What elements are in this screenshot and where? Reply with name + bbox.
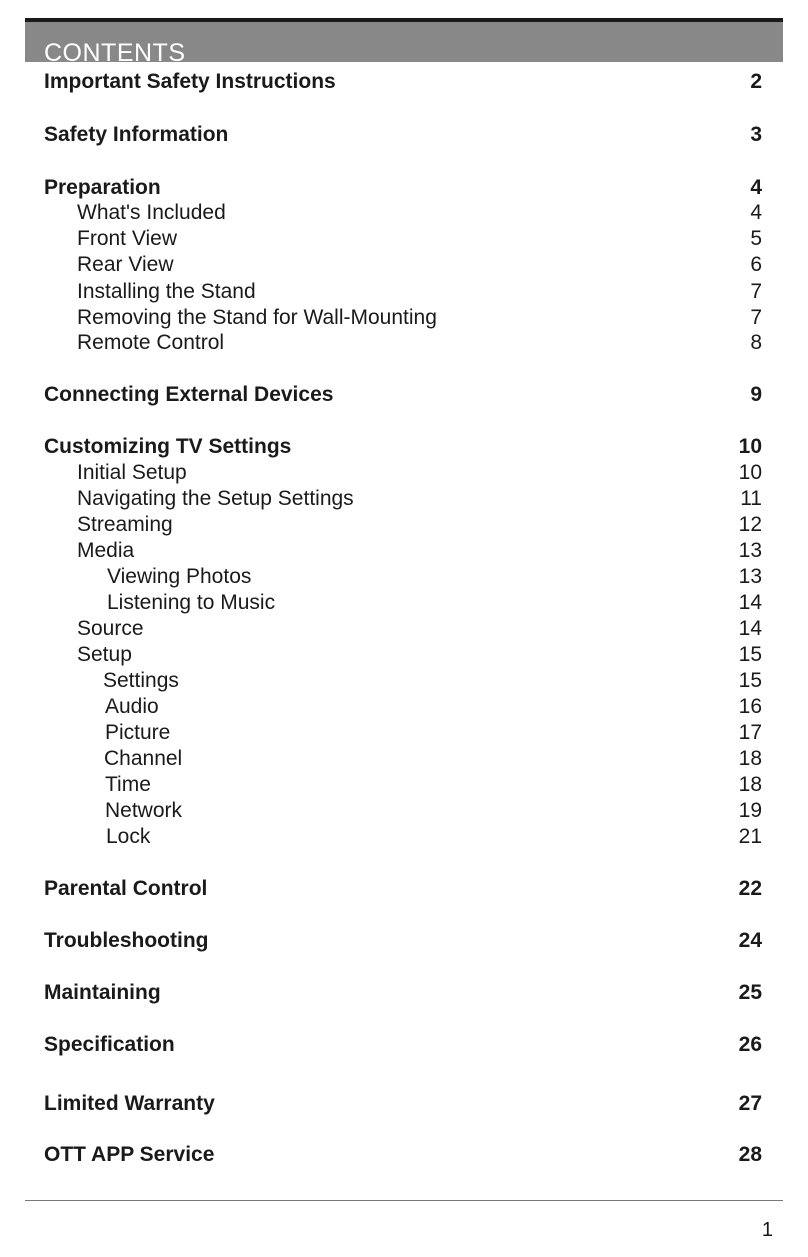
toc-entry[interactable] — [44, 798, 762, 824]
toc-entry[interactable] — [44, 1142, 762, 1168]
toc-entry-label: Viewing Photos — [107, 565, 252, 588]
toc-entry-label: Audio — [105, 695, 159, 718]
toc-entry-page: 4 — [750, 201, 762, 224]
toc-entry[interactable] — [44, 382, 762, 408]
toc-entry-label: Source — [77, 617, 144, 640]
toc-entry-label: Rear View — [77, 253, 174, 276]
toc-entry-label: What's Included — [77, 201, 226, 224]
toc-entry-label: Troubleshooting — [44, 929, 209, 952]
toc-entry[interactable] — [44, 69, 762, 95]
toc-entry-page: 7 — [750, 280, 762, 303]
toc-entry[interactable] — [44, 305, 762, 331]
toc-entry-page: 7 — [750, 306, 762, 329]
toc-entry-page: 9 — [750, 383, 762, 406]
toc-entry[interactable] — [44, 226, 762, 252]
toc-entry[interactable] — [44, 512, 762, 538]
toc-entry-label: Remote Control — [77, 331, 225, 354]
toc-entry-page: 15 — [738, 669, 762, 692]
toc-entry-page: 18 — [738, 747, 762, 770]
toc-entry-label: Customizing TV Settings — [44, 435, 292, 458]
toc-entry-label: Preparation — [44, 176, 161, 199]
toc-entry[interactable] — [44, 175, 762, 201]
toc-entry-page: 13 — [738, 565, 762, 588]
toc-entry-label: Navigating the Setup Settings — [77, 487, 354, 510]
toc-entry-page: 14 — [738, 617, 762, 640]
toc-entry[interactable] — [44, 668, 762, 694]
toc-entry-page: 4 — [750, 176, 762, 199]
toc-entry-label: Connecting External Devices — [44, 383, 334, 406]
toc-entry-page: 3 — [750, 123, 762, 146]
toc-entry[interactable] — [44, 746, 762, 772]
toc-entry-label: Specification — [44, 1033, 175, 1056]
toc-entry[interactable] — [44, 590, 762, 616]
toc-entry-label: Streaming — [77, 513, 173, 536]
toc-entry-page: 5 — [750, 227, 762, 250]
page-number: 1 — [761, 1219, 773, 1241]
toc-entry-page: 24 — [738, 929, 762, 952]
toc-entry-label: Important Safety Instructions — [44, 70, 336, 93]
toc-entry[interactable] — [44, 1091, 762, 1117]
toc-entry[interactable] — [44, 1032, 762, 1058]
toc-entry[interactable] — [44, 772, 762, 798]
toc-entry-page: 13 — [738, 539, 762, 562]
toc-entry[interactable] — [44, 122, 762, 148]
toc-entry-page: 19 — [738, 799, 762, 822]
toc-entry-page: 16 — [738, 695, 762, 718]
toc-entry-page: 6 — [750, 253, 762, 276]
toc-entry-label: Front View — [77, 227, 177, 250]
toc-entry-page: 18 — [738, 773, 762, 796]
toc-entry-page: 27 — [738, 1092, 762, 1115]
toc-entry[interactable] — [44, 200, 762, 226]
toc-entry-label: Parental Control — [44, 877, 208, 900]
toc-entry-label: Media — [77, 539, 135, 562]
page-title: CONTENTS — [44, 39, 186, 67]
toc-entry[interactable] — [44, 616, 762, 642]
toc-entry-page: 17 — [738, 721, 762, 744]
toc-entry-label: Initial Setup — [77, 461, 187, 484]
toc-entry-label: Setup — [77, 643, 132, 666]
toc-entry-label: OTT APP Service — [44, 1143, 215, 1166]
toc-entry-label: Lock — [106, 825, 151, 848]
toc-entry-label: Time — [105, 773, 151, 796]
toc-entry[interactable] — [44, 330, 762, 356]
toc-entry[interactable] — [44, 720, 762, 746]
toc-entry-label: Safety Information — [44, 123, 229, 146]
toc-entry[interactable] — [44, 434, 762, 460]
toc-entry-page: 10 — [738, 435, 762, 458]
toc-entry[interactable] — [44, 694, 762, 720]
toc-entry-label: Removing the Stand for Wall-Mounting — [77, 306, 437, 329]
toc-entry-page: 28 — [738, 1143, 762, 1166]
toc-entry[interactable] — [44, 538, 762, 564]
toc-entry-page: 2 — [750, 70, 762, 93]
toc-entry[interactable] — [44, 824, 762, 850]
footer-divider — [25, 1200, 783, 1201]
toc-entry-page: 14 — [738, 591, 762, 614]
toc-entry[interactable] — [44, 642, 762, 668]
toc-entry-page: 25 — [738, 981, 762, 1004]
toc-entry[interactable] — [44, 980, 762, 1006]
toc-entry-label: Settings — [103, 669, 179, 692]
toc-entry-label: Picture — [105, 721, 171, 744]
toc-entry-label: Installing the Stand — [77, 280, 256, 303]
toc-entry[interactable] — [44, 252, 762, 278]
toc-entry[interactable] — [44, 564, 762, 590]
toc-entry[interactable] — [44, 279, 762, 305]
toc-entry-page: 12 — [738, 513, 762, 536]
toc-entry[interactable] — [44, 460, 762, 486]
toc-entry-page: 21 — [738, 825, 762, 848]
toc-entry-page: 10 — [738, 461, 762, 484]
toc-entry-page: 15 — [738, 643, 762, 666]
toc-entry[interactable] — [44, 876, 762, 902]
toc-entry-page: 11 — [740, 487, 762, 510]
toc-entry[interactable] — [44, 928, 762, 954]
toc-entry-label: Network — [105, 799, 183, 822]
toc-entry[interactable] — [44, 486, 762, 512]
toc-entry-label: Maintaining — [44, 981, 161, 1004]
toc-entry-label: Listening to Music — [107, 591, 276, 614]
toc-entry-page: 22 — [738, 877, 762, 900]
toc-entry-label: Channel — [104, 747, 183, 770]
toc-entry-page: 8 — [750, 331, 762, 354]
toc-entry-label: Limited Warranty — [44, 1092, 215, 1115]
toc-entry-page: 26 — [738, 1033, 762, 1056]
